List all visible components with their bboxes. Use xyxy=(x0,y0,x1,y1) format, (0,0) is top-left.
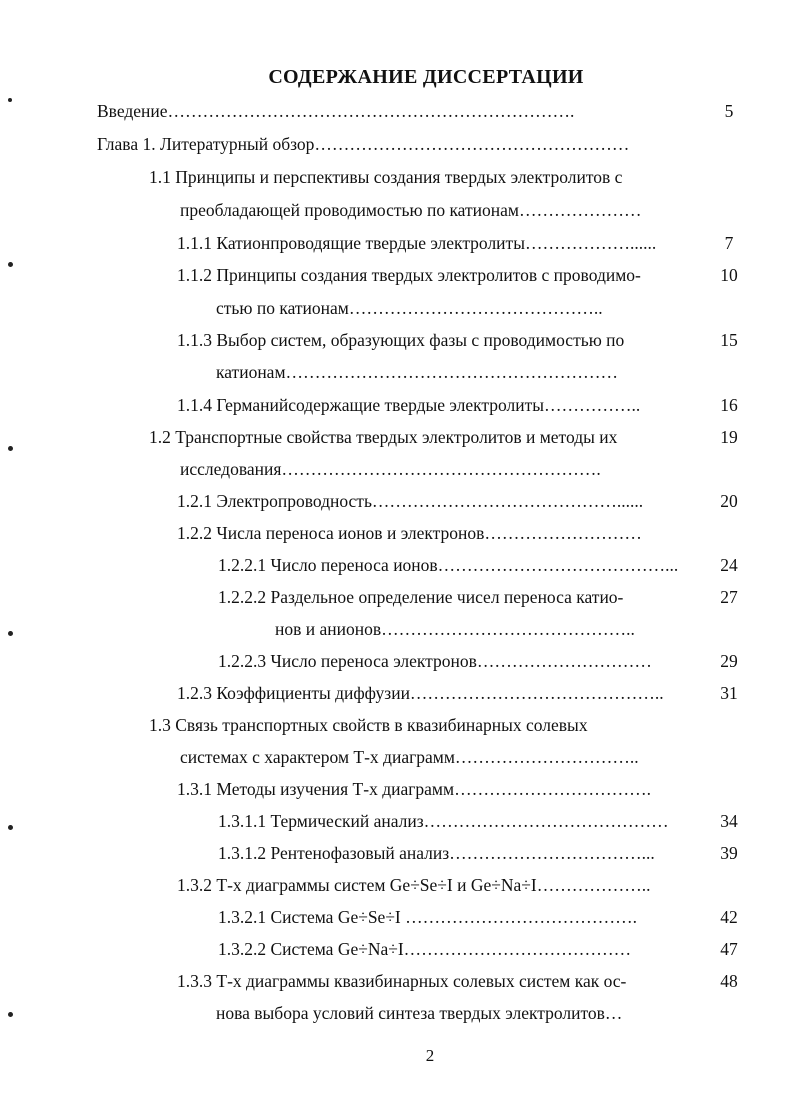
scan-mark xyxy=(8,631,13,636)
page-title: СОДЕРЖАНИЕ ДИССЕРТАЦИИ xyxy=(268,66,584,88)
toc-page-number: 34 xyxy=(720,811,738,831)
toc-page-number: 42 xyxy=(720,907,738,927)
toc-page-number: 20 xyxy=(720,491,738,511)
toc-page-number: 19 xyxy=(720,427,738,447)
toc-entry-1-2: 1.2 Транспортные свойства твердых электролитов и методы их xyxy=(149,427,618,447)
toc-page-number: 10 xyxy=(720,265,738,285)
toc-entry-1-3-1-2: 1.3.1.2 Рентенофазовый анализ……………………………... xyxy=(218,843,655,863)
scan-mark xyxy=(8,446,13,451)
toc-entry-1-3-2-2: 1.3.2.2 Система Ge÷Na÷I………………………………… xyxy=(218,939,632,959)
toc-entry-1-1-3-cont: катионам………………………………………………… xyxy=(216,362,619,382)
toc-entry-1-2-cont: исследования………………………………………………. xyxy=(180,459,601,479)
scan-mark xyxy=(8,1012,13,1017)
toc-page-number: 47 xyxy=(720,939,738,959)
toc-page-number: 27 xyxy=(720,587,738,607)
toc-entry-1-1-1: 1.1.1 Катионпроводящие твердые электролиты………………...... xyxy=(177,233,657,253)
toc-entry-1-1: 1.1 Принципы и перспективы создания твердых электролитов с xyxy=(149,167,623,187)
toc-page-number: 31 xyxy=(720,683,738,703)
toc-entry-1-3-2-1: 1.3.2.1 Система Ge÷Se÷I …………………………………. xyxy=(218,907,638,927)
toc-entry-1-2-2: 1.2.2 Числа переноса ионов и электронов……………………… xyxy=(177,523,642,543)
toc-entry-1-1-4: 1.1.4 Германийсодержащие твердые электролиты…………….. xyxy=(177,395,641,415)
toc-page-number: 7 xyxy=(724,233,734,253)
toc-page-number: 24 xyxy=(720,555,738,575)
toc-entry-1-3: 1.3 Связь транспортных свойств в квазибинарных солевых xyxy=(149,715,588,735)
toc-page-number: 39 xyxy=(720,843,738,863)
toc-entry-chapter-1: Глава 1. Литературный обзор……………………………………………… xyxy=(97,134,630,154)
toc-page-number: 5 xyxy=(724,101,734,121)
toc-page-number: 29 xyxy=(720,651,738,671)
page-number: 2 xyxy=(425,1046,435,1065)
toc-entry-1-3-cont: системах с характером Т-х диаграмм………………………….. xyxy=(180,747,639,767)
scan-mark xyxy=(8,825,13,830)
toc-entry-1-2-1: 1.2.1 Электропроводность……………………………………...... xyxy=(177,491,644,511)
toc-entry-1-2-2-1: 1.2.2.1 Число переноса ионов…………………………………... xyxy=(218,555,679,575)
toc-page-number: 48 xyxy=(720,971,738,991)
toc-page-number: 15 xyxy=(720,330,738,350)
toc-entry-1-2-2-2: 1.2.2.2 Раздельное определение чисел переноса катио- xyxy=(218,587,624,607)
toc-entry-1-1-2-cont: стью по катионам…………………………………….. xyxy=(216,298,603,318)
toc-entry-1-3-3: 1.3.3 Т-х диаграммы квазибинарных солевых систем как ос- xyxy=(177,971,627,991)
scan-mark xyxy=(8,262,13,267)
toc-entry-1-1-cont: преобладающей проводимостью по катионам………………… xyxy=(180,200,642,220)
toc-entry-1-1-2: 1.1.2 Принципы создания твердых электролитов с проводимо- xyxy=(177,265,641,285)
toc-entry-1-3-3-cont: нова выбора условий синтеза твердых электролитов… xyxy=(216,1003,623,1023)
toc-entry-1-3-2: 1.3.2 Т-х диаграммы систем Ge÷Se÷I и Ge÷Na÷I……………….. xyxy=(177,875,651,895)
toc-entry-1-2-2-2-cont: нов и анионов…………………………………….. xyxy=(275,619,635,639)
toc-entry-1-3-1-1: 1.3.1.1 Термический анализ…………………………………… xyxy=(218,811,669,831)
toc-entry-1-1-3: 1.1.3 Выбор систем, образующих фазы с проводимостью по xyxy=(177,330,625,350)
scan-mark xyxy=(8,98,12,102)
toc-entry-1-2-2-3: 1.2.2.3 Число переноса электронов………………………… xyxy=(218,651,652,671)
toc-entry-1-2-3: 1.2.3 Коэффициенты диффузии…………………………………….. xyxy=(177,683,664,703)
toc-entry-1-3-1: 1.3.1 Методы изучения Т-х диаграмм……………………………. xyxy=(177,779,651,799)
toc-page-number: 16 xyxy=(720,395,738,415)
toc-entry-introduction: Введение……………………………………………………………. xyxy=(97,101,575,121)
